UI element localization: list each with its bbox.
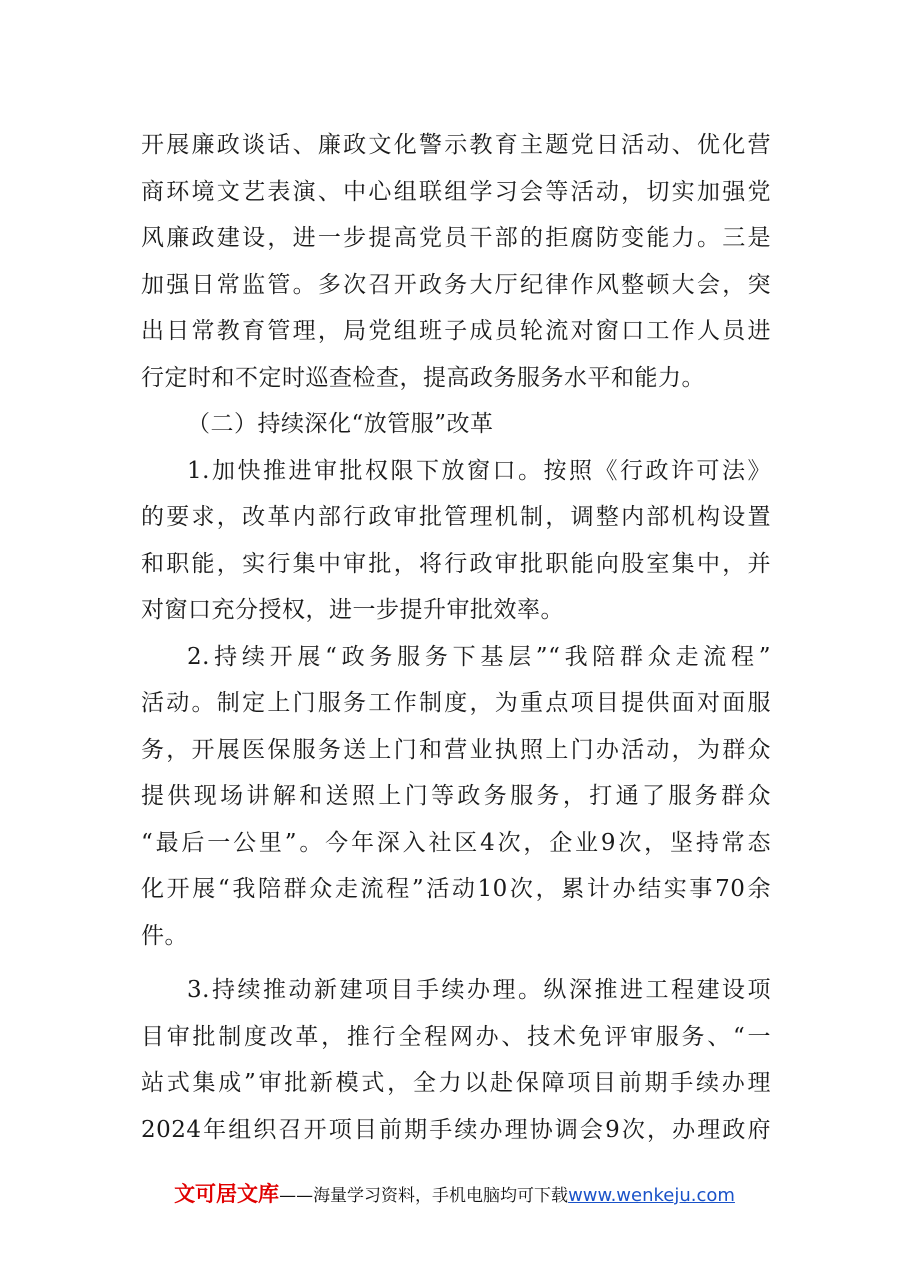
- text-line: 活动。制定上门服务工作制度，为重点项目提供面对面服: [141, 690, 771, 716]
- text-line: 务，开展医保服务送上门和营业执照上门办活动，为群众: [141, 736, 771, 763]
- footer-brand: 文可居文库: [174, 1182, 280, 1206]
- footer-tagline: ——海量学习资料，手机电脑均可下载: [279, 1186, 569, 1206]
- text-line: 行定时和不定时巡查检查，提高政务服务水平和能力。: [141, 364, 705, 391]
- text-line: 1.加快推进审批权限下放窗口。按照《行政许可法》: [187, 457, 771, 484]
- text-line: 开展廉政谈话、廉政文化警示教育主题党日活动、优化营: [141, 132, 771, 158]
- text-line: 风廉政建设，进一步提高党员干部的拒腐防变能力。三是: [141, 225, 771, 251]
- text-line: 化开展“我陪群众走流程”活动10次，累计办结实事70余: [141, 876, 771, 902]
- text-line: 站式集成”审批新模式，全力以赴保障项目前期手续办理: [141, 1070, 771, 1096]
- text-line: 3.持续推动新建项目手续办理。纵深推进工程建设项: [187, 977, 771, 1003]
- text-line: 2024年组织召开项目前期手续办理协调会9次，办理政府: [141, 1116, 771, 1143]
- text-line: 件。: [141, 922, 188, 949]
- text-line: 商环境文艺表演、中心组联组学习会等活动，切实加强党: [141, 178, 771, 205]
- text-line: 的要求，改革内部行政审批管理机制，调整内部机构设置: [141, 504, 771, 530]
- text-line: 2.持续开展“政务服务下基层”“我陪群众走流程”: [187, 643, 771, 670]
- text-line: “最后一公里”。今年深入社区4次，企业9次，坚持常态: [141, 829, 771, 856]
- document-body: [141, 122, 771, 1153]
- text-line: 目审批制度改革，推行全程网办、技术免评审服务、“一: [141, 1023, 771, 1050]
- text-line: 和职能，实行集中审批，将行政审批职能向股室集中，并: [141, 550, 771, 577]
- page-footer: [0, 1178, 909, 1208]
- footer-link[interactable]: www.wenkeju.com: [568, 1185, 735, 1206]
- text-line: 提供现场讲解和送照上门等政务服务，打通了服务群众: [141, 783, 771, 809]
- text-line: 出日常教育管理，局党组班子成员轮流对窗口工作人员进: [141, 318, 771, 344]
- section-heading: （二）持续深化“放管服”改革: [187, 411, 494, 437]
- text-line: 加强日常监管。多次召开政务大厅纪律作风整顿大会，突: [141, 271, 771, 298]
- text-line: 对窗口充分授权，进一步提升审批效率。: [141, 597, 564, 623]
